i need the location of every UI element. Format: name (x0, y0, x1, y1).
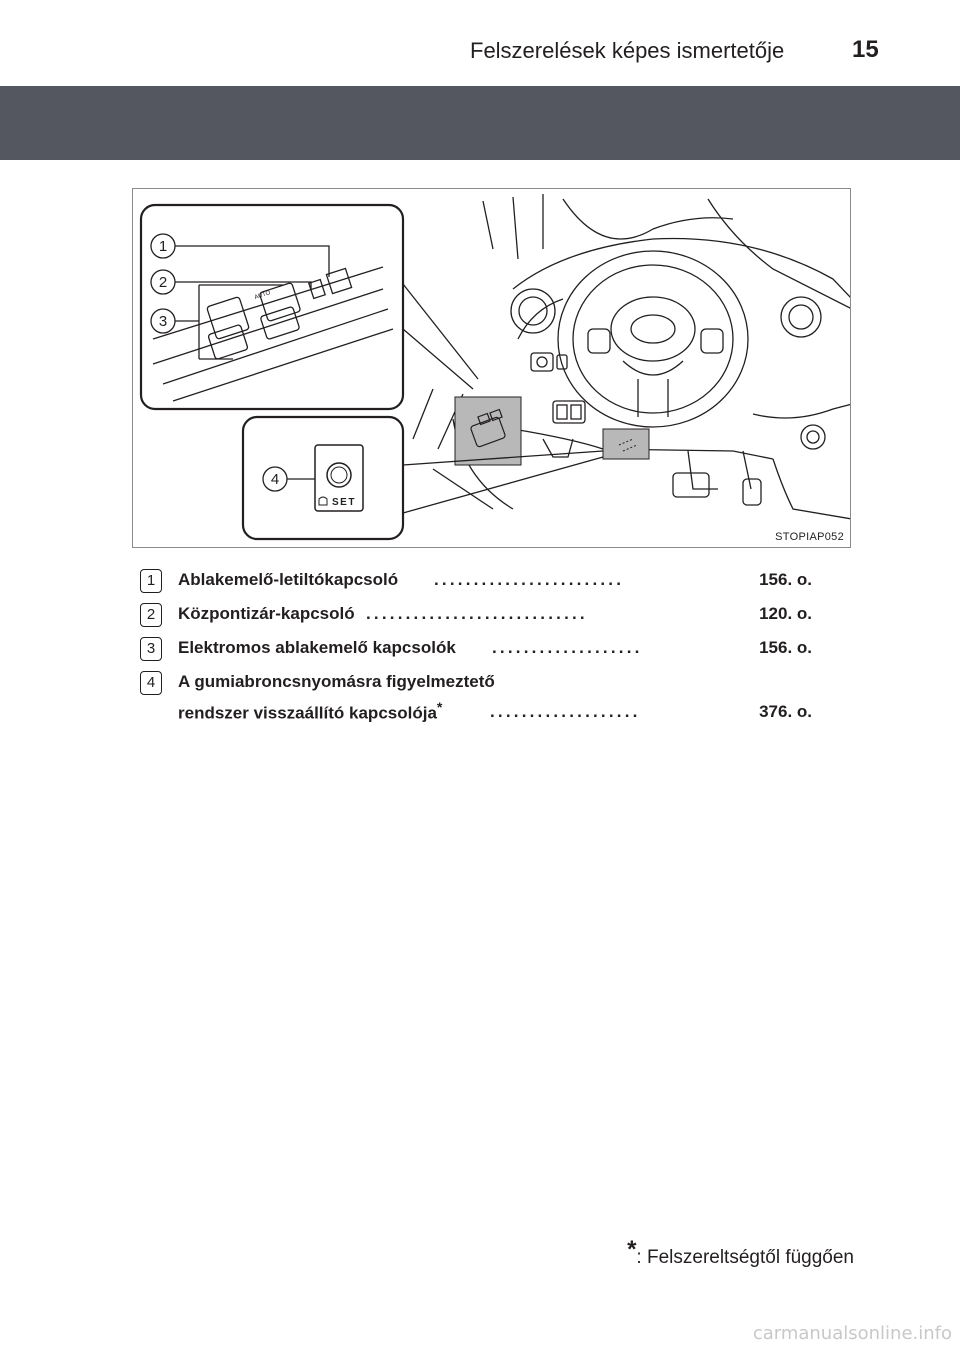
leader-dots: ........................ (434, 570, 625, 589)
footnote-asterisk: * (627, 1236, 637, 1263)
page-reference: 156. o. (759, 570, 812, 589)
list-item (140, 602, 820, 636)
asterisk: * (436, 700, 443, 716)
leader-dots: ............................ (366, 604, 588, 623)
item-number: 4 (140, 671, 162, 695)
callout-1: 1 (158, 238, 168, 255)
item-label: Elektromos ablakemelő kapcsolók (178, 638, 456, 657)
item-label-line1: A gumiabroncsnyomásra figyelmeztető (178, 672, 495, 691)
header-band (0, 86, 960, 160)
item-number: 1 (140, 569, 162, 593)
footnote (627, 1236, 854, 1269)
set-label: SET (332, 497, 356, 508)
callout-2: 2 (158, 274, 168, 291)
callout-3: 3 (158, 313, 168, 330)
callout-4: 4 (270, 471, 280, 488)
auto-label: AUTO (253, 290, 272, 301)
item-number: 2 (140, 603, 162, 627)
leader-dots: ................... (492, 638, 643, 657)
figure-code: STOPIAP052 (775, 531, 844, 543)
footnote-text: : Felszereltségtől függően (636, 1247, 854, 1268)
item-label: Központizár-kapcsoló (178, 604, 355, 623)
page-reference: 156. o. (759, 638, 812, 657)
item-label: Ablakemelő-letiltókapcsoló (178, 570, 399, 589)
list-item (140, 568, 820, 602)
item-list (140, 568, 820, 730)
dashboard-drawing (133, 189, 851, 548)
leader-dots: ................... (490, 702, 641, 721)
item-number: 3 (140, 637, 162, 661)
page-reference: 120. o. (759, 604, 812, 623)
dashboard-illustration (132, 188, 851, 548)
page-number: 15 (852, 36, 879, 63)
list-item (140, 670, 820, 730)
page-reference: 376. o. (759, 702, 812, 721)
header-title: Felszerelések képes ismertetője (470, 38, 785, 63)
watermark: carmanualsonline.info (752, 1323, 952, 1344)
list-item (140, 636, 820, 670)
item-label-line2: rendszer visszaállító kapcsolója* (178, 700, 443, 723)
